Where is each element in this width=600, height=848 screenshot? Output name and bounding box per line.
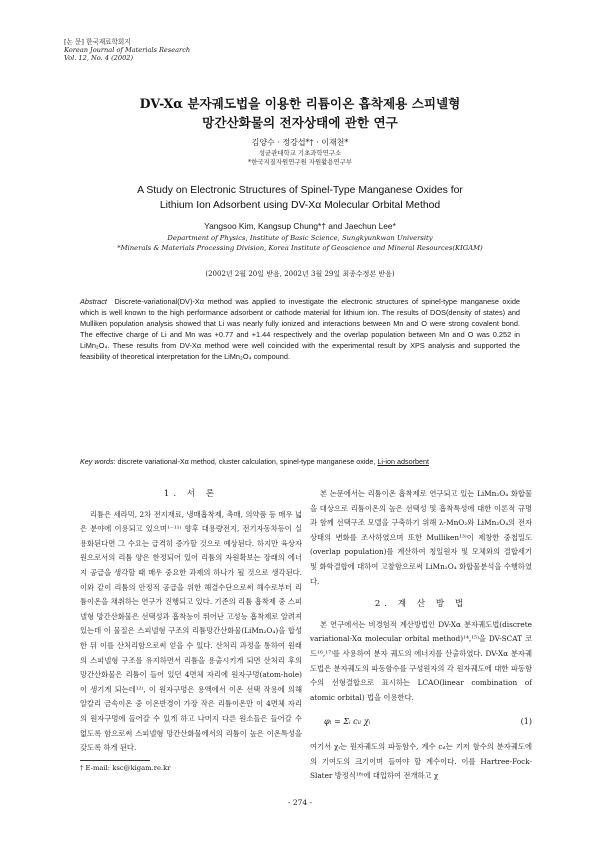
abstract-text: Discrete-variational(DV)-Xα method was applied to investigate the electronic structures of spinel-type manganese oxide which is well known to the high performance adsorbent or cathode material for lithium ion. The results of DOS(density of states) and Mulliken population analysis showed that Li was nearly fully ionized and interactions between Mn and O were strong covalent bond. The effective charge of Li and Mn was +0.77 and +1.44 respectively and the overlap population between Mn and O was 0.252 in LiMn₂O₄. These results from DV-Xα method were well coincided with the experimental result by XPS analysis and supported the feasibility of theoretical interpretation for the LiMn₂O₄ compound. bbox=[80, 297, 520, 362]
keywords-last: Li-ion adsorbent bbox=[377, 457, 429, 466]
section-1-heading: 1. 서 론 bbox=[163, 489, 219, 499]
abstract-label: Abstract bbox=[80, 297, 107, 306]
keywords-label: Key words bbox=[80, 457, 114, 466]
korean-affiliations bbox=[60, 149, 540, 167]
journal-line-2: Korean Journal of Materials Research bbox=[64, 46, 191, 54]
journal-line-3: Vol. 12, No. 4 (2002) bbox=[64, 54, 134, 62]
left-column bbox=[80, 487, 302, 756]
received-dates: (2002년 2월 20일 받음, 2002년 3월 29일 최종수정본 받음) bbox=[205, 270, 395, 278]
keywords-text: : discrete variational-Xα method, cluster calculation, spinel-type manganese oxide, bbox=[113, 457, 378, 466]
english-affiliations bbox=[60, 234, 540, 253]
section-1-paragraph: 리튬은 세라믹, 2차 전지재료, 냉매흡착제, 촉매, 의약품 등 매우 넓은 분야에 이용되고 있으며¹⁻¹¹⁾ 향후 대용량전지, 전기자동차등이 실용화된다면 그 수요는 급격히 증가할 것으로 예상된다. 하지만 육상자원으로서의 리튬 양은 한정되어 있어 리튬의 자원확보는 장래의 에너지 공급을 생각할 때 매우 중요한 과제의 하나가 될 것으로 생각된다. 이와 같이 리튬의 안정적 공급을 위한 해결수단으로써 해수로부터 리튬이온을 채취하는 연구가 진행되고 있다. 기존의 리튬 흡착제 중 스피넬형 망간산화물은 선택성과 흡착능이 뛰어난 고성능 흡착제로 알려져 있는데 이 물질은 스피넬형 구조의 리튬망간산화물(LiMn₂O₄)을 합성한 뒤 이를 산처리함으로써 얻을 수 있다. 산처리 과정을 통하여 원래의 스피넬형 구조를 유지하면서 리튬을 용출시키게 되면 산처리 후의 망간산화물은 리튬이 들어 있던 4면체 자리에 원자구멍(atom-hole)이 생기게 되는데¹²⁾, 이 원자구멍은 용액에서 이온 선택 작용에 의해 알칼리 금속이온 중 이온반경이 가장 작은 리튬이온만 이 4면체 자리의 원자구멍에 들어갈 수 있게 하고 나머지 다른 원소들은 들어갈 수 없도록 함으로써 스피넬형 망간산화물에서의 리튬이 높은 이온특성을 갖도록 하게 된다. bbox=[80, 509, 302, 753]
section-2-heading: 2. 계 산 방 법 bbox=[374, 599, 468, 610]
right-column bbox=[310, 487, 532, 784]
english-title-line-2: Lithium Ion Adsorbent using DV-Xα Molecular Orbital Method bbox=[159, 200, 441, 211]
intro-continuation: 본 논문에서는 리튬이온 흡착제로 연구되고 있는 LiMn₂O₄ 화합물을 대상으로 리튬이온의 높은 선택성 및 흡착특성에 대한 이론적 규명과 함께 선택구조 모델을 구축하기 위해 λ-MnO₂와 LiMn₂O₄의 전자상태의 변화를 조사하였으며 또한 Mulliken¹³⁾이 제창한 중첩밀도(overlap population)를 계산하여 칭일원자 및 모체와의 결합세기 및 화학결합에 대하여 고찰함으로써 LiMn₂O₄ 화합물분석을 수행하였다. bbox=[310, 489, 532, 586]
korean-affiliation-2: *한국지질자원연구원 자원활용연구부 bbox=[248, 158, 352, 166]
korean-title-line-2: 망간산화물의 전자상태에 관한 연구 bbox=[202, 115, 398, 130]
abstract bbox=[80, 296, 520, 363]
equation-number: (1) bbox=[520, 717, 532, 727]
section-2-paragraph: 본 연구에서는 비경험적 계산방법인 DV-Xα 분자궤도법(discrete variational-Xα molecular orbital method)¹⁴,¹⁵⁾을 DV-SCAT 코드¹⁶,¹⁷⁾를 사용하여 분자 궤도의 에너지를 산출하였다. DV-Xα 분자궤도법은 분자궤도의 파동함수를 구성원자의 각 원자궤도에 대한 파동함수의 선형결합으로 표시하는 LCAO(linear combination of atomic orbital) 법을 이용한다. bbox=[310, 619, 532, 702]
section-2-after-equation: 여기서 χᵢ는 원자궤도의 파동함수, 계수 cᵢₗ는 기저 함수의 분자궤도에의 기여도의 크기이며 들여야 할 계수이다. 이를 Hartree-Fock-Slater 방정식¹⁸⁾에 대입하여 전개하고 χ bbox=[310, 741, 532, 781]
korean-affiliation-1: 성균관대학교 기초과학연구소 bbox=[258, 149, 342, 157]
english-affiliation-2: *Minerals & Materials Processing Division, Korea Institute of Geoscience and Mineral Resources(KIGAM) bbox=[117, 243, 483, 252]
korean-authors: 김양수 · 정강섭*† · 이재천* bbox=[251, 138, 349, 147]
footnote-rule bbox=[80, 760, 150, 761]
page-number: - 274 - bbox=[287, 798, 313, 807]
english-affiliation-1: Department of Physics, Institute of Basic Science, Sungkyunkwan University bbox=[167, 234, 433, 242]
english-authors: Yangsoo Kim, Kangsup Chung*† and Jaechun Lee* bbox=[204, 221, 396, 231]
korean-title-line-1: DV-Xα 분자궤도법을 이용한 리튬이온 흡착제용 스피넬형 bbox=[139, 96, 461, 111]
english-title bbox=[60, 183, 540, 213]
footnote-email: † E-mail: ksc@kigam.re.kr bbox=[80, 764, 171, 772]
equation-1 bbox=[324, 715, 532, 730]
journal-header bbox=[64, 38, 190, 62]
journal-line-1: [논 문] 한국재료학회지 bbox=[64, 38, 131, 46]
keywords bbox=[80, 457, 520, 466]
korean-title bbox=[60, 94, 540, 132]
english-title-line-1: A Study on Electronic Structures of Spinel-Type Manganese Oxides for bbox=[137, 185, 463, 196]
equation-body: φₗ = Σᵢ cᵢₗ χᵢ bbox=[324, 717, 371, 727]
